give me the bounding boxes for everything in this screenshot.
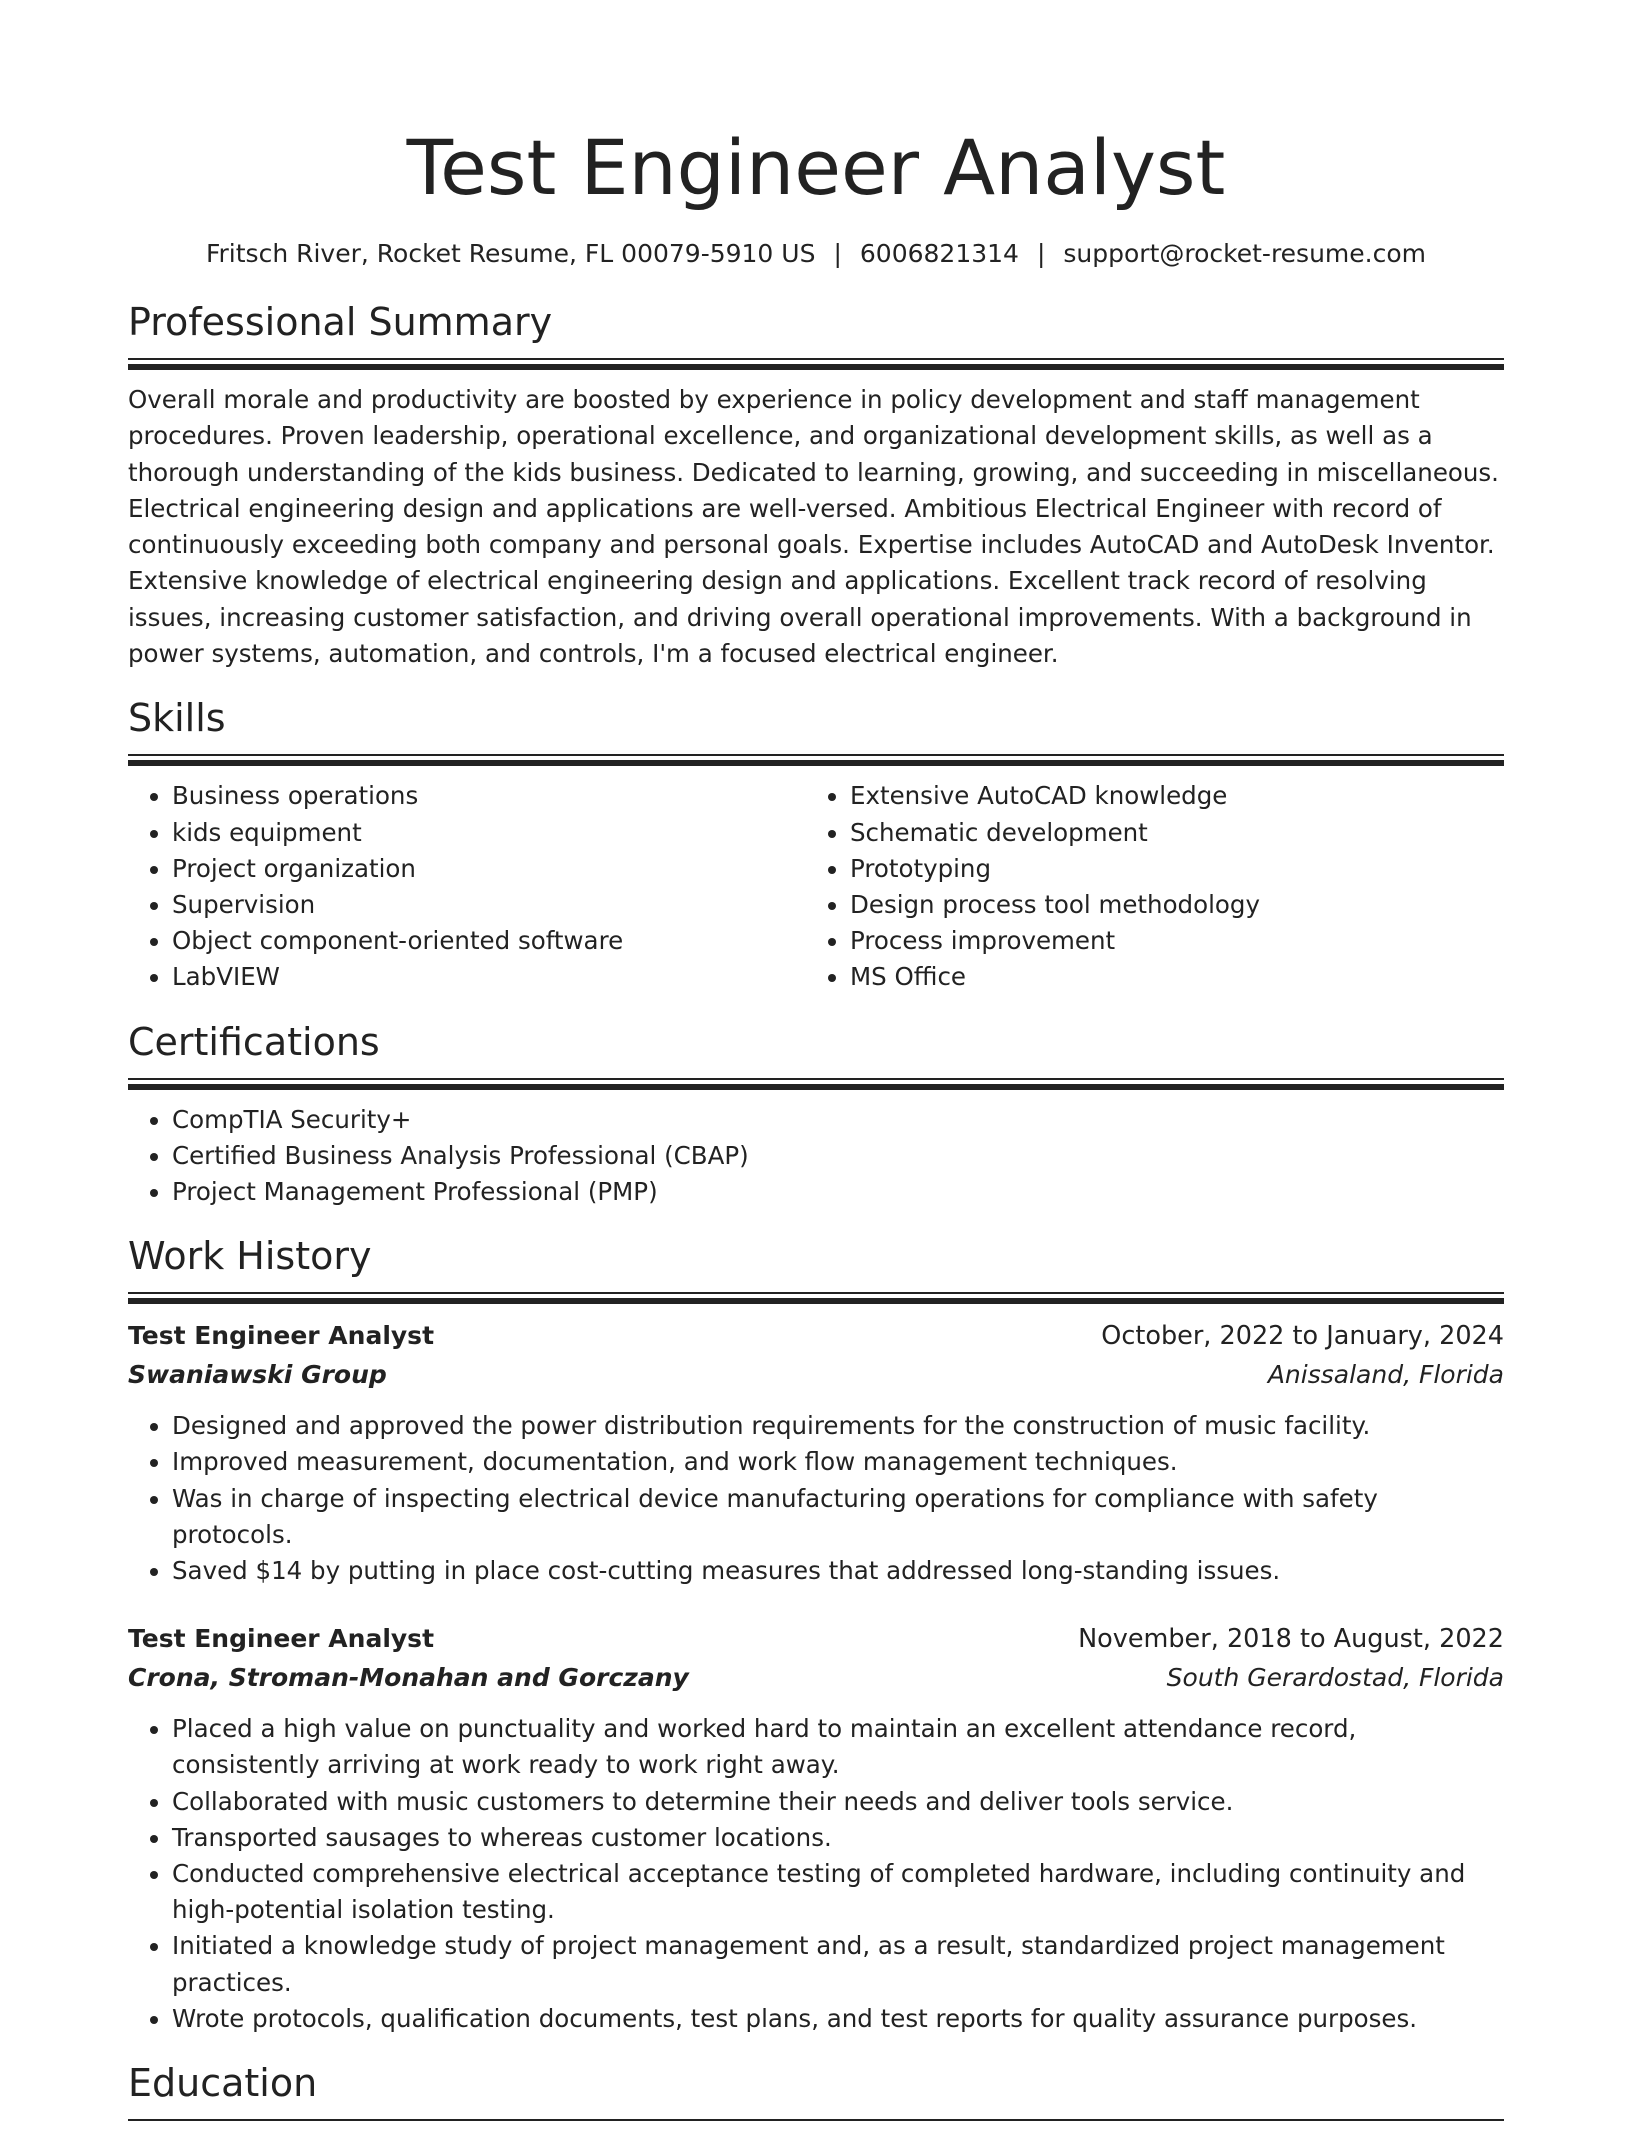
job-duty-item: • Placed a high value on punctuality and worked hard to maintain an excellent attendance record, consistently arriving at work ready to work right away. [172,1711,1504,1783]
resume-page [128,120,1504,2133]
job-duty-item: • Designed and approved the power distribution requirements for the construction of music facility. [172,1408,1504,1444]
job-company-row [128,1659,1504,1697]
certifications-list [128,1102,1504,1211]
skill-item: • Prototyping [850,851,1484,887]
job-company: Crona, Stroman-Monahan and Gorczany [128,1663,689,1693]
job-duty-item: • Was in charge of inspecting electrical device manufacturing operations for compliance with safety protocols. [172,1481,1504,1553]
job-duty-item: • Wrote protocols, qualification documents, test plans, and test reports for quality assurance purposes. [172,2001,1504,2037]
skills-list-left [128,778,806,995]
job-duty-item: • Conducted comprehensive electrical acceptance testing of completed hardware, including continuity and high-potential isolation testing. [172,1856,1504,1928]
job-location: Anissaland, Florida [1267,1360,1504,1390]
skill-item: • Object component-oriented software [172,923,806,959]
section-divider [128,1292,1504,1304]
skills-column-right [806,778,1484,995]
contact-separator: | [833,239,842,268]
job-duty-item: • Improved measurement, documentation, and work flow management techniques. [172,1444,1504,1480]
job-dates: November, 2018 to August, 2022 [1078,1624,1504,1655]
job-title: Test Engineer Analyst [128,1624,435,1654]
summary-text: Overall morale and productivity are boosted by experience in policy development and staff management procedures. Proven leadership, operational excellence, and organizational development skills, as well as a thorough understanding of the kids business. Dedicated to learning, growing, and succeeding in miscellaneous. Electrical engineering design and applications are well-versed. Ambitious Electrical Engineer with record of continuously exceeding both company and personal goals. Expertise includes AutoCAD and AutoDesk Inventor. Extensive knowledge of electrical engineering design and applications. Excellent track record of resolving issues, increasing customer satisfaction, and driving overall operational improvements. With a background in power systems, automation, and controls, I'm a focused electrical engineer. [128,385,1499,669]
section-divider [128,2119,1504,2121]
skill-item: • Process improvement [850,923,1484,959]
contact-phone: 6006821314 [859,239,1019,268]
section-title-certifications: Certifications [128,1019,380,1064]
section-divider [128,358,1504,370]
job-header-row [128,1619,1504,1659]
certification-item: • Project Management Professional (PMP) [172,1174,1504,1210]
skills-list-right [806,778,1484,995]
job-duty-item: • Collaborated with music customers to determine their needs and deliver tools service. [172,1784,1504,1820]
contact-email[interactable]: support@rocket-resume.com [1063,239,1427,268]
section-title-work-history: Work History [128,1234,372,1279]
contact-separator: | [1036,239,1046,268]
certification-item: • CompTIA Security+ [172,1102,1504,1138]
skill-item: • MS Office [850,959,1484,995]
job-duty-item: • Initiated a knowledge study of project management and, as a result, standardized project management practices. [172,1928,1504,2000]
job-entry [128,1619,1504,2037]
section-title-education: Education [128,2061,318,2106]
skill-item: • LabVIEW [172,959,806,995]
job-duties-list [128,1711,1504,2037]
job-dates: October, 2022 to January, 2024 [1101,1321,1504,1352]
certification-item: • Certified Business Analysis Professional (CBAP) [172,1138,1504,1174]
candidate-name: Test Engineer Analyst [406,123,1226,212]
job-entry [128,1316,1504,1589]
job-company: Swaniawski Group [128,1360,387,1390]
skill-item: • Business operations [172,778,806,814]
job-duty-item: • Saved $14 by putting in place cost-cutting measures that addressed long-standing issues. [172,1553,1504,1589]
contact-address: Fritsch River, Rocket Resume, FL 00079-5910 US [205,239,816,268]
section-title-skills: Skills [128,696,226,741]
job-header-row [128,1316,1504,1356]
skill-item: • kids equipment [172,815,806,851]
job-duty-item: • Transported sausages to whereas customer locations. [172,1820,1504,1856]
section-divider [128,754,1504,766]
skill-item: • Extensive AutoCAD knowledge [850,778,1484,814]
job-title: Test Engineer Analyst [128,1321,435,1351]
section-divider [128,1078,1504,1090]
contact-line [128,236,1504,272]
skill-item: • Design process tool methodology [850,887,1484,923]
skills-column-left [128,778,806,995]
job-location: South Gerardostad, Florida [1166,1663,1504,1693]
job-company-row [128,1356,1504,1394]
job-duties-list [128,1408,1504,1589]
section-title-summary: Professional Summary [128,300,553,344]
skill-item: • Supervision [172,887,806,923]
skill-item: • Project organization [172,851,806,887]
skills-grid [128,778,1504,995]
skill-item: • Schematic development [850,815,1484,851]
